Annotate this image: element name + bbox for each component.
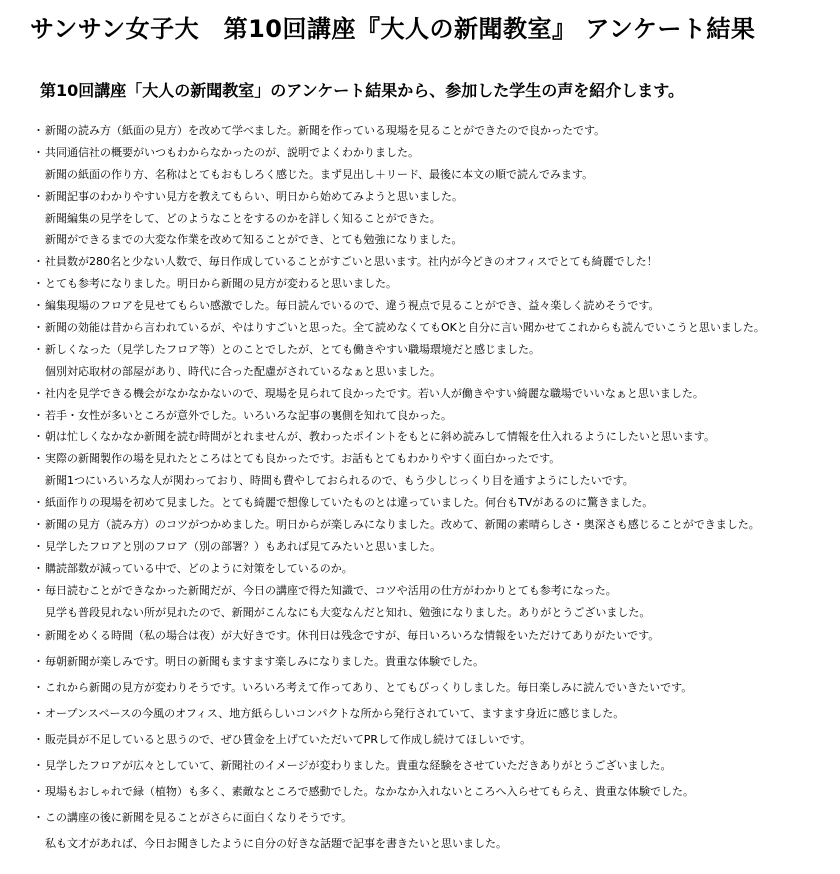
bullet-icon: ・ bbox=[33, 386, 44, 400]
comment-line-text: 新しくなった（見学したフロア等）とのことでしたが、とても働きやすい職場環境だと感じました。 bbox=[45, 342, 540, 356]
comment-line-text: 見学も普段見れない所が見れたので、新聞がこんなにも大変なんだと知れ、勉強になりました。ありがとうございました。 bbox=[45, 605, 651, 619]
comment-item bbox=[33, 580, 833, 624]
comment-text bbox=[33, 120, 833, 142]
comment-continuation-text bbox=[33, 470, 833, 492]
comment-line-text: これから新聞の見方が変わりそうです。いろいろ考えて作ってあり、とてもびっくりしました。毎日楽しみに読んでいきたいです。 bbox=[45, 681, 693, 695]
comment-text bbox=[33, 492, 833, 514]
comment-text bbox=[33, 727, 833, 753]
bullet-icon: ・ bbox=[33, 561, 44, 575]
comment-text bbox=[33, 426, 833, 448]
bullet-icon: ・ bbox=[33, 707, 44, 721]
comment-continuation-text bbox=[33, 361, 833, 383]
comment-continuation-text bbox=[33, 831, 833, 857]
comment-item bbox=[33, 623, 833, 649]
comment-line-text: 朝は忙しくなかなか新聞を読む時間がとれませんが、教わったポイントをもとに斜め読みして情報を仕入れるようにしたいと思います。 bbox=[45, 430, 716, 444]
comment-text bbox=[33, 514, 833, 536]
comment-text bbox=[33, 536, 833, 558]
bullet-icon: ・ bbox=[33, 629, 44, 643]
comment-item bbox=[33, 779, 833, 805]
comment-text bbox=[33, 405, 833, 427]
comment-line-text: とても参考になりました。明日から新聞の見方が変わると思いました。 bbox=[45, 277, 397, 291]
comment-continuation-text bbox=[33, 229, 833, 251]
comment-line-text: 新聞をめくる時間（私の場合は夜）が大好きです。休刊日は残念ですが、毎日いろいろな情報をいただけてありがたいです。 bbox=[45, 629, 660, 643]
comment-item bbox=[33, 753, 833, 779]
comment-item bbox=[33, 186, 833, 252]
comment-line-text: 新聞の見方（読み方）のコツがつかめました。明日からが楽しみになりました。改めて、新聞の素晴らしさ・奥深さも感じることができました。 bbox=[45, 518, 760, 532]
comment-text bbox=[33, 448, 833, 470]
comment-line-text: この講座の後に新聞を見ることがさらに面白くなりそうです。 bbox=[45, 810, 353, 824]
comment-text bbox=[33, 295, 833, 317]
bullet-icon: ・ bbox=[33, 496, 44, 510]
comment-text bbox=[33, 383, 833, 405]
comment-line-text: 新聞の紙面の作り方、名称はとてもおもしろく感じた。まず見出し＋リード、最後に本文の順で読んでみます。 bbox=[45, 167, 594, 181]
bullet-icon: ・ bbox=[33, 784, 44, 798]
comment-line-text: 私も文才があれば、今日お聞きしたように自分の好きな話題で記事を書きたいと思いました。 bbox=[45, 836, 507, 850]
comment-text bbox=[33, 649, 833, 675]
bullet-icon: ・ bbox=[33, 408, 44, 422]
comment-item bbox=[33, 405, 833, 427]
comment-line-text: 編集現場のフロアを見せてもらい感激でした。毎日読んでいるので、違う視点で見ることができ、益々楽しく読めそうです。 bbox=[45, 299, 660, 313]
comment-list bbox=[33, 120, 833, 857]
comment-continuation-text bbox=[33, 164, 833, 186]
bullet-icon: ・ bbox=[33, 733, 44, 747]
comment-item bbox=[33, 649, 833, 675]
bullet-icon: ・ bbox=[33, 321, 44, 335]
bullet-icon: ・ bbox=[33, 124, 44, 137]
comment-text bbox=[33, 273, 833, 295]
comment-item bbox=[33, 675, 833, 701]
comment-text bbox=[33, 675, 833, 701]
comment-item bbox=[33, 120, 833, 142]
comment-line-text: オープンスペースの今風のオフィス、地方紙らしいコンパクトな所から発行されていて、ますます身近に感じました。 bbox=[45, 707, 625, 721]
comment-line-text: 社内を見学できる機会がなかなかないので、現場を見られて良かったです。若い人が働きやすい綺麗な職場でいいなぁと思いました。 bbox=[45, 386, 704, 400]
comment-text bbox=[33, 142, 833, 164]
comment-line-text: 販売員が不足していると思うので、ぜひ賃金を上げていただいてPRして作成し続けてほしいです。 bbox=[45, 733, 532, 747]
comment-item bbox=[33, 805, 833, 857]
comment-text bbox=[33, 701, 833, 727]
comment-line-text: 見学したフロアと別のフロア（別の部署？）もあれば見てみたいと思いました。 bbox=[45, 539, 441, 553]
comment-item bbox=[33, 251, 833, 273]
bullet-icon: ・ bbox=[33, 430, 44, 444]
comment-item bbox=[33, 295, 833, 317]
comment-item bbox=[33, 701, 833, 727]
bullet-icon: ・ bbox=[33, 758, 44, 772]
comment-line-text: 毎朝新聞が楽しみです。明日の新聞もますます楽しみになりました。貴重な体験でした。 bbox=[45, 655, 485, 669]
comment-line-text: 新聞の効能は昔から言われているが、やはりすごいと思った。全て読めなくてもOKと自分に言い聞かせてこれからも読んでいこうと思いました。 bbox=[45, 321, 765, 335]
comment-line-text: 紙面作りの現場を初めて見ました。とても綺麗で想像していたものとは違っていました。何台もTVがあるのに驚きました。 bbox=[45, 496, 654, 510]
page-subtitle: 第10回講座「大人の新聞教室」のアンケート結果から、参加した学生の声を紹介します。 bbox=[40, 81, 685, 100]
page-title: サンサン女子大 第10回講座『大人の新聞教室』 アンケート結果 bbox=[30, 15, 756, 43]
comment-item bbox=[33, 142, 833, 186]
comment-line-text: 見学したフロアが広々としていて、新聞社のイメージが変わりました。貴重な経験をさせていただきありがとうございました。 bbox=[45, 758, 672, 772]
bullet-icon: ・ bbox=[33, 299, 44, 313]
comment-item bbox=[33, 448, 833, 492]
bullet-icon: ・ bbox=[33, 145, 44, 159]
comment-line-text: 若手・女性が多いところが意外でした。いろいろな記事の裏側を知れて良かった。 bbox=[45, 408, 452, 422]
comment-line-text: 新聞編集の見学をして、どのようなことをするのかを詳しく知ることができた。 bbox=[45, 211, 441, 225]
comment-line-text: 個別対応取材の部屋があり、時代に合った配慮がされているなぁと思いました。 bbox=[45, 364, 441, 378]
comment-line-text: 社員数が280名と少ない人数で、毎日作成していることがすごいと思います。社内が今どきのオフィスでとても綺麗でした！ bbox=[45, 255, 658, 269]
bullet-icon: ・ bbox=[33, 277, 44, 291]
comment-item bbox=[33, 426, 833, 448]
bullet-icon: ・ bbox=[33, 583, 44, 597]
comment-continuation-text bbox=[33, 208, 833, 230]
comment-line-text: 新聞1つにいろいろな人が関わっており、時間も費やしておられるので、もう少しじっくり目を通すようにしたいです。 bbox=[45, 474, 634, 488]
comment-line-text: 共同通信社の概要がいつもわからなかったのが、説明でよくわかりました。 bbox=[45, 145, 419, 159]
bullet-icon: ・ bbox=[33, 810, 44, 824]
comment-item bbox=[33, 558, 833, 580]
comment-text bbox=[33, 753, 833, 779]
comment-item bbox=[33, 514, 833, 536]
comment-item bbox=[33, 383, 833, 405]
comment-continuation-text bbox=[33, 602, 833, 624]
comment-line-text: 購読部数が減っている中で、どのように対策をしているのか。 bbox=[45, 561, 353, 575]
comment-item bbox=[33, 536, 833, 558]
comment-line-text: 新聞ができるまでの大変な作業を改めて知ることができ、とても勉強になりました。 bbox=[45, 233, 463, 247]
bullet-icon: ・ bbox=[33, 518, 44, 532]
bullet-icon: ・ bbox=[33, 255, 44, 269]
bullet-icon: ・ bbox=[33, 681, 44, 695]
bullet-icon: ・ bbox=[33, 189, 44, 203]
comment-text bbox=[33, 805, 833, 831]
comment-line-text: 実際の新聞製作の場を見れたところはとても良かったです。お話もとてもわかりやすく面白かったです。 bbox=[45, 452, 561, 466]
bullet-icon: ・ bbox=[33, 539, 44, 553]
comment-item bbox=[33, 492, 833, 514]
comment-text bbox=[33, 339, 833, 361]
comment-line-text: 毎日読むことができなかった新聞だが、今日の講座で得た知識で、コツや活用の仕方がわかりとても参考になった。 bbox=[45, 583, 617, 597]
comment-line-text: 新聞記事のわかりやすい見方を教えてもらい、明日から始めてみようと思いました。 bbox=[45, 189, 463, 203]
comment-line-text: 現場もおしゃれで緑（植物）も多く、素敵なところで感動でした。なかなか入れないところへ入らせてもらえ、貴重な体験でした。 bbox=[45, 784, 694, 798]
comment-text bbox=[33, 779, 833, 805]
bullet-icon: ・ bbox=[33, 342, 44, 356]
comment-item bbox=[33, 339, 833, 383]
bullet-icon: ・ bbox=[33, 452, 44, 466]
comment-text bbox=[33, 317, 833, 339]
comment-text bbox=[33, 186, 833, 208]
comment-text bbox=[33, 558, 833, 580]
comment-text bbox=[33, 623, 833, 649]
comment-item bbox=[33, 727, 833, 753]
comment-item bbox=[33, 317, 833, 339]
bullet-icon: ・ bbox=[33, 655, 44, 669]
comment-item bbox=[33, 273, 833, 295]
comment-text bbox=[33, 251, 833, 273]
comment-line-text: 新聞の読み方（紙面の見方）を改めて学べました。新聞を作っている現場を見ることができたので良かったです。 bbox=[45, 124, 606, 137]
comment-text bbox=[33, 580, 833, 602]
